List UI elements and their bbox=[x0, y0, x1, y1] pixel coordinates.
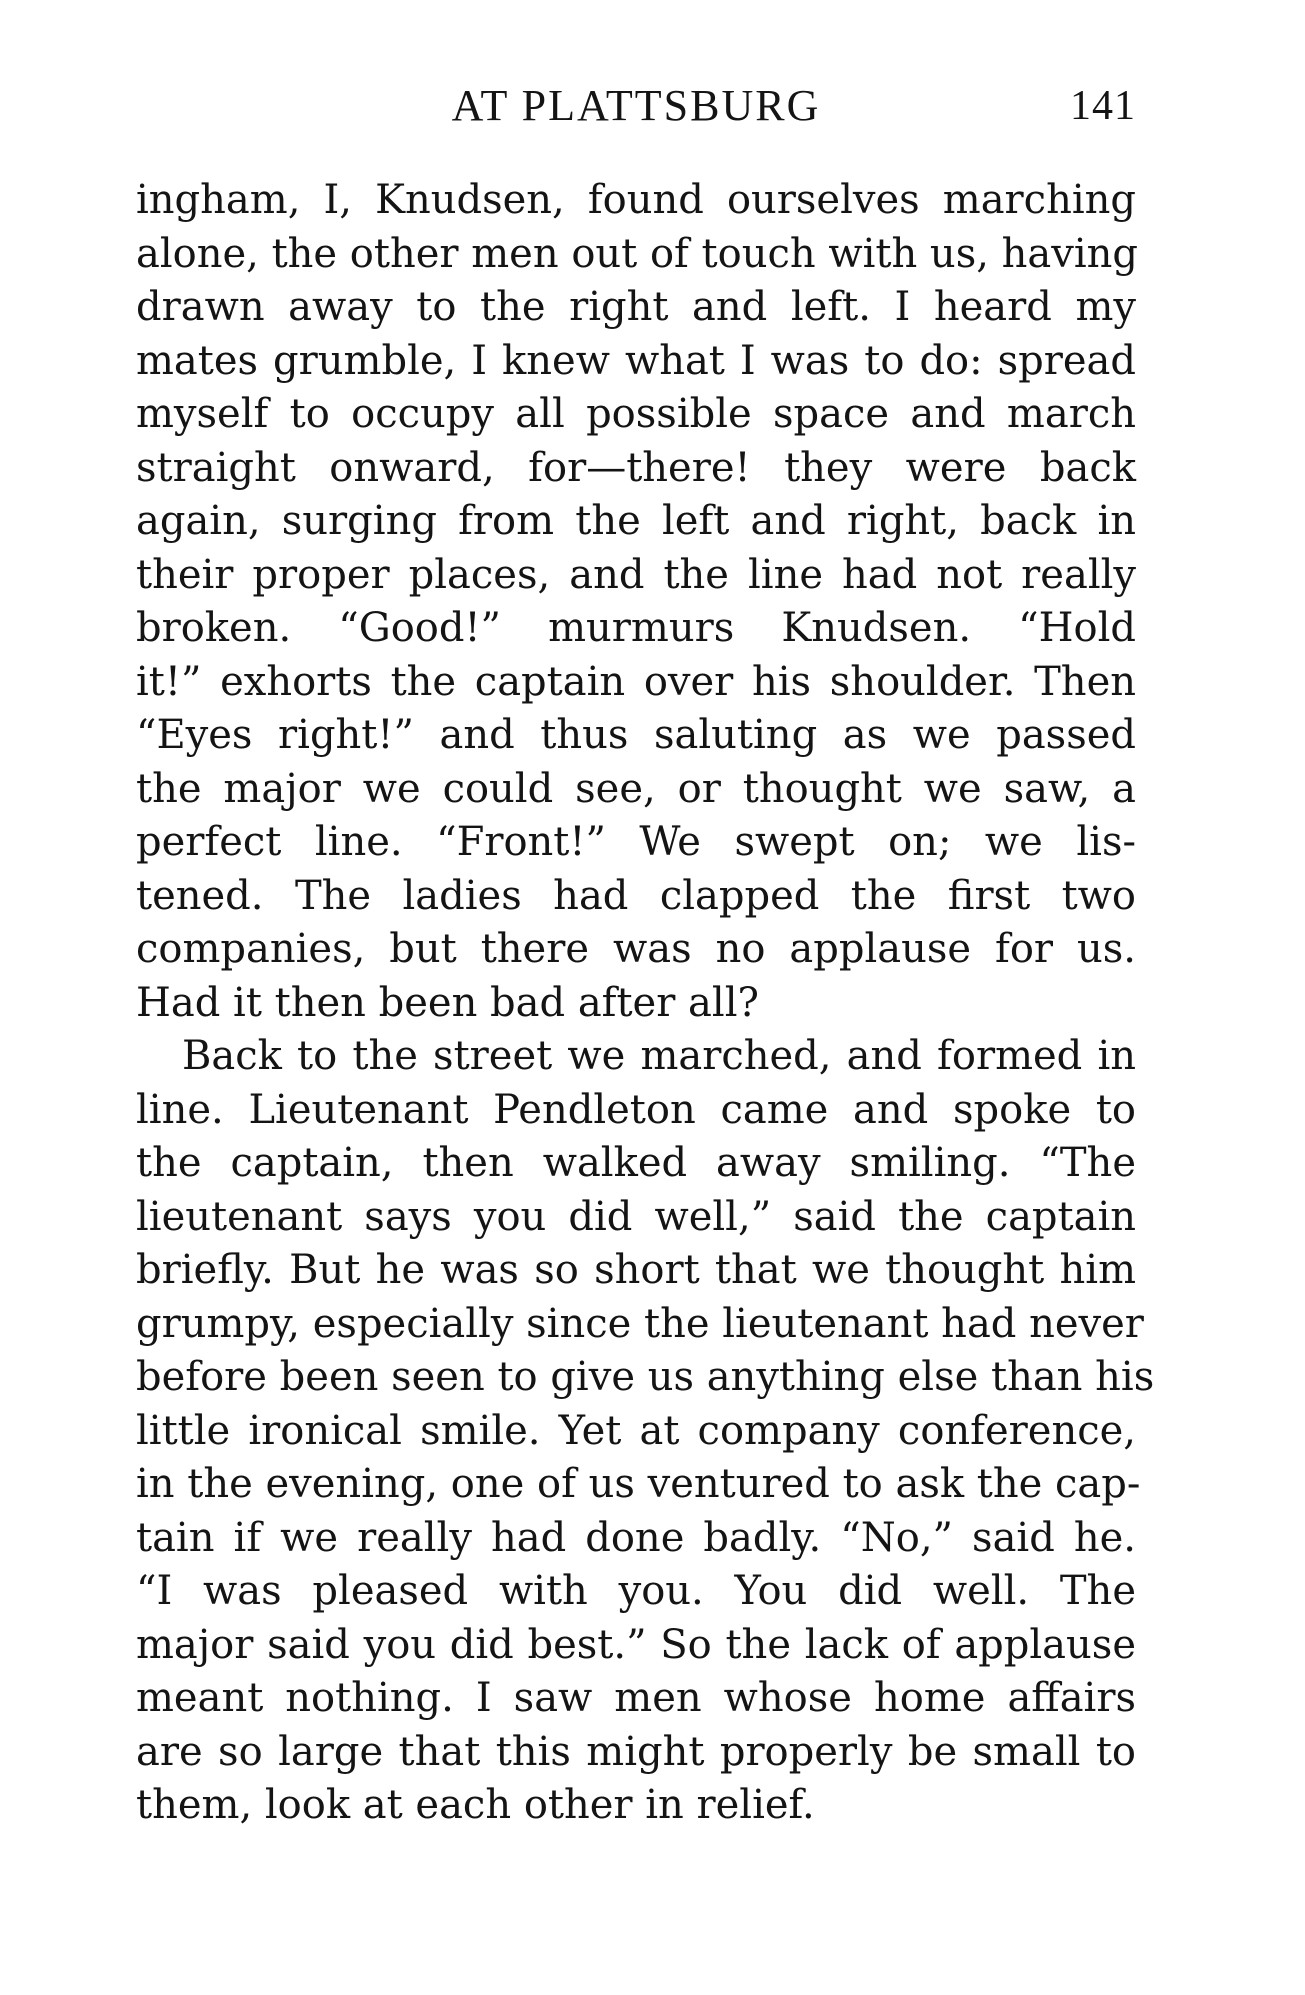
text-line: the major we could see, or thought we saw, a bbox=[136, 765, 1136, 812]
page-number: 141 bbox=[1070, 83, 1136, 129]
text-line: in the evening, one of us ventured to ask the cap- bbox=[136, 1461, 1141, 1507]
text-line: companies, but there was no applause for us. bbox=[136, 926, 1136, 972]
text-line: broken. “Good!” murmurs Knudsen. “Hold bbox=[136, 605, 1136, 651]
running-title: AT PLATTSBURG bbox=[451, 81, 821, 130]
text-line: alone, the other men out of touch with us, having bbox=[136, 230, 1139, 277]
text-line: before been seen to give us anything else than his bbox=[136, 1354, 1155, 1400]
text-line: tened. The ladies had clapped the first two bbox=[136, 872, 1136, 919]
body-text bbox=[136, 174, 1155, 1833]
text-line: their proper places, and the line had not really bbox=[136, 551, 1136, 598]
text-line: myself to occupy all possible space and march bbox=[136, 391, 1136, 437]
text-line: tain if we really had done badly. “No,” said he. bbox=[136, 1514, 1136, 1561]
text-line: little ironical smile. Yet at company conference, bbox=[136, 1407, 1136, 1454]
text-line: briefly. But he was so short that we thought him bbox=[136, 1247, 1136, 1293]
text-line: “I was pleased with you. You did well. The bbox=[136, 1568, 1136, 1614]
text-line: are so large that this might properly be small to bbox=[136, 1728, 1136, 1775]
text-line: lieutenant says you did well,” said the captain bbox=[136, 1193, 1136, 1240]
text-line: Had it then been bad after all? bbox=[136, 979, 759, 1026]
text-line: again, surging from the left and right, back in bbox=[136, 498, 1136, 544]
text-line: meant nothing. I saw men whose home affairs bbox=[136, 1675, 1136, 1721]
text-line: them, look at each other in relief. bbox=[136, 1782, 815, 1828]
text-line: grumpy, especially since the lieutenant had never bbox=[136, 1300, 1144, 1347]
text-line: line. Lieutenant Pendleton came and spoke to bbox=[136, 1086, 1136, 1133]
text-line: straight onward, for—there! they were back bbox=[136, 444, 1136, 491]
paragraph-1 bbox=[136, 174, 1139, 1030]
text-line: it!” exhorts the captain over his shoulder. Then bbox=[136, 658, 1136, 705]
text-line: perfect line. “Front!” We swept on; we lis- bbox=[136, 819, 1136, 865]
text-line: major said you did best.” So the lack of applause bbox=[136, 1621, 1136, 1668]
text-line: mates grumble, I knew what I was to do: spread bbox=[136, 337, 1136, 384]
text-line: “Eyes right!” and thus saluting as we passed bbox=[136, 712, 1136, 758]
text-line: ingham, I, Knudsen, found ourselves marching bbox=[136, 177, 1136, 223]
text-line: the captain, then walked away smiling. “The bbox=[136, 1140, 1136, 1186]
text-line: Back to the street we marched, and formed in bbox=[182, 1033, 1136, 1079]
text-line: drawn away to the right and left. I heard my bbox=[136, 284, 1136, 330]
running-head bbox=[136, 80, 1136, 140]
paragraph-2 bbox=[136, 1030, 1155, 1833]
